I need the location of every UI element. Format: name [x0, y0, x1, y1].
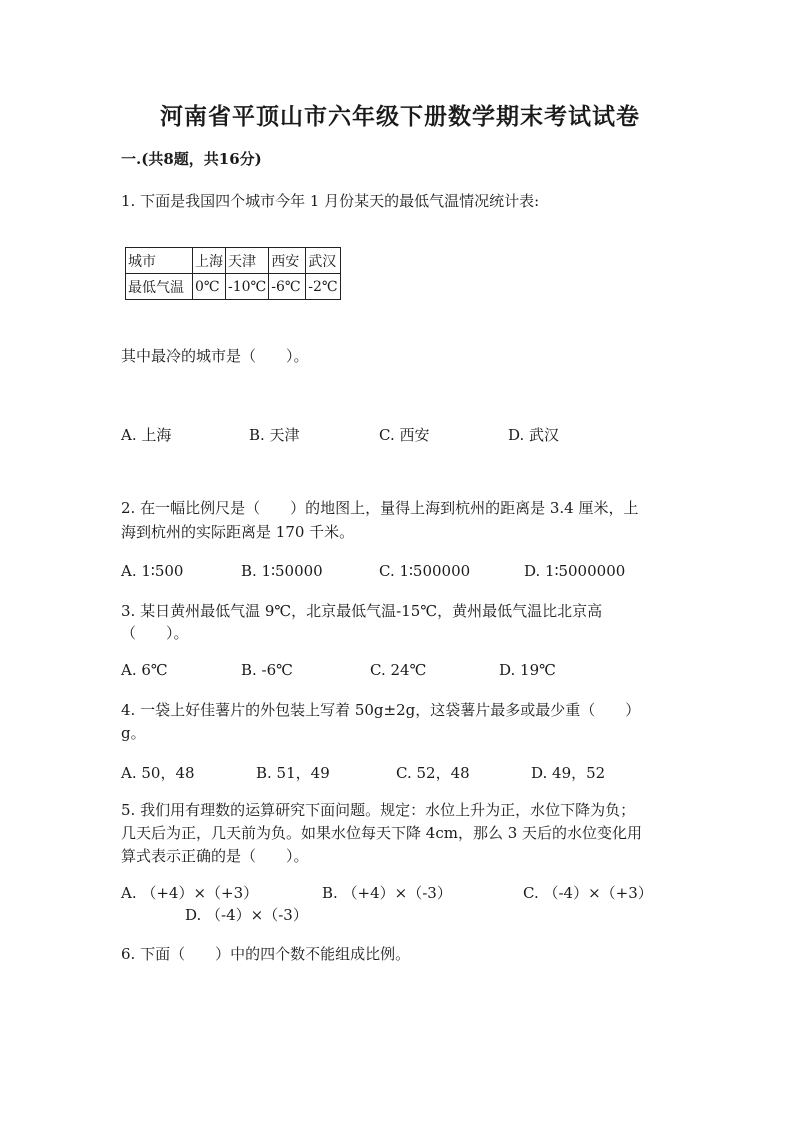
question-4-line-2: g。: [121, 724, 146, 742]
option-c: C. 西安: [379, 426, 430, 444]
table-row: [126, 274, 341, 300]
option-b: B. -6℃: [241, 661, 293, 679]
question-3-line-1: 3. 某日黄州最低气温 9℃，北京最低气温-15℃，黄州最低气温比北京高: [121, 602, 603, 620]
option-b: B. （+4）×（-3）: [322, 884, 452, 902]
question-1-prompt: 其中最冷的城市是（ ）。: [121, 347, 309, 365]
question-5-line-1: 5. 我们用有理数的运算研究下面问题。规定：水位上升为正，水位下降为负；: [121, 801, 636, 819]
page-title: 河南省平顶山市六年级下册数学期末考试试卷: [160, 103, 640, 130]
option-d: D. 1∶5000000: [524, 562, 626, 580]
option-c: C. 1∶500000: [379, 562, 471, 580]
table-cell: 上海: [193, 248, 226, 274]
table-cell: -6℃: [269, 274, 306, 300]
option-d: D. （-4）×（-3）: [185, 906, 308, 924]
question-4-line-1: 4. 一袋上好佳薯片的外包装上写着 50g±2g，这袋薯片最多或最少重（ ）: [121, 701, 641, 719]
table-cell: 最低气温: [126, 274, 193, 300]
table-cell: 武汉: [306, 248, 340, 274]
table-cell: 城市: [126, 248, 193, 274]
question-1-text: 1. 下面是我国四个城市今年 1 月份某天的最低气温情况统计表:: [121, 192, 540, 210]
option-a: A. （+4）×（+3）: [121, 884, 259, 902]
table-cell: -10℃: [226, 274, 269, 300]
option-a: A. 50，48: [121, 764, 195, 782]
table-row: [126, 248, 341, 274]
question-2-line-1: 2. 在一幅比例尺是（ ）的地图上，量得上海到杭州的距离是 3.4 厘米，上: [121, 499, 639, 517]
option-c: C. （-4）×（+3）: [523, 884, 653, 902]
option-d: D. 武汉: [508, 426, 560, 444]
option-b: B. 51，49: [256, 764, 330, 782]
option-a: A. 6℃: [121, 661, 168, 679]
table-cell: 天津: [226, 248, 269, 274]
option-a: A. 1∶500: [121, 562, 184, 580]
section-heading: 一.(共8题，共16分): [121, 150, 262, 168]
question-5-line-3: 算式表示正确的是（ ）。: [121, 847, 309, 865]
option-b: B. 1∶50000: [241, 562, 323, 580]
question-3-line-2: （ ）。: [121, 624, 189, 642]
temperature-table: [125, 247, 341, 300]
question-2-line-2: 海到杭州的实际距离是 170 千米。: [121, 523, 355, 541]
option-c: C. 24℃: [370, 661, 427, 679]
table-cell: -2℃: [306, 274, 340, 300]
option-d: D. 49，52: [531, 764, 606, 782]
table-cell: 0℃: [193, 274, 226, 300]
option-d: D. 19℃: [499, 661, 556, 679]
option-b: B. 天津: [249, 426, 300, 444]
option-a: A. 上海: [121, 426, 172, 444]
question-6-text: 6. 下面（ ）中的四个数不能组成比例。: [121, 945, 411, 963]
table-cell: 西安: [269, 248, 306, 274]
question-5-line-2: 几天后为正，几天前为负。如果水位每天下降 4cm，那么 3 天后的水位变化用: [121, 824, 643, 842]
option-c: C. 52，48: [396, 764, 470, 782]
